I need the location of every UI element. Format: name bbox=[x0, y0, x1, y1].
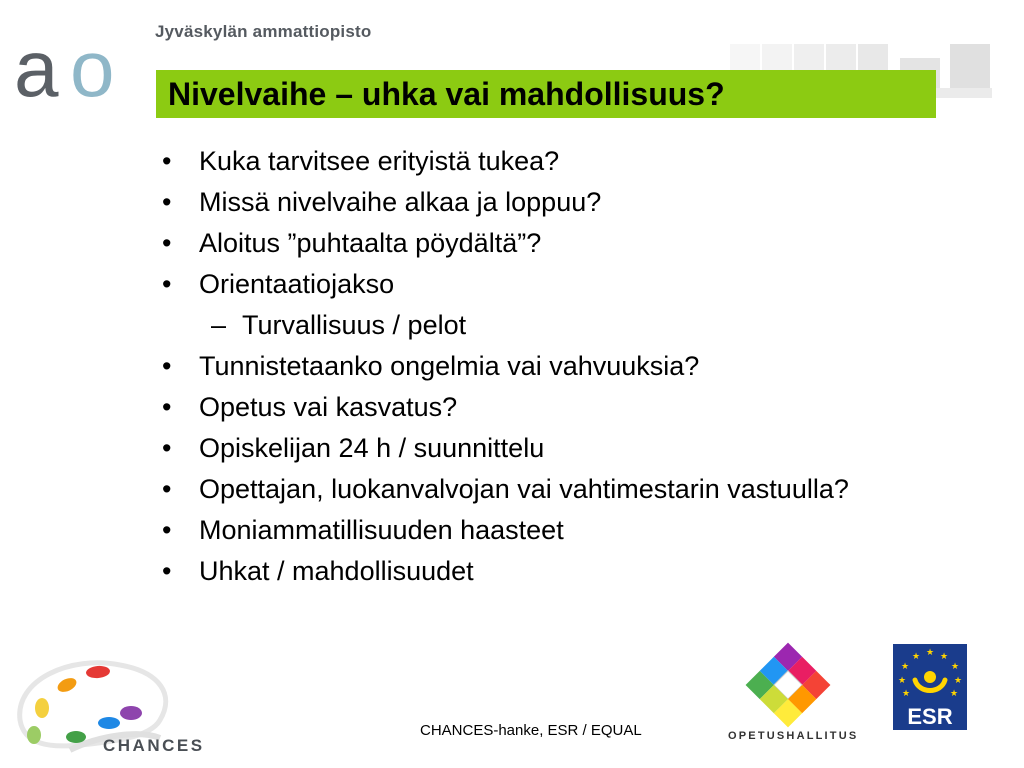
sub-bullet-marker: – bbox=[211, 310, 227, 340]
sub-bullet-item bbox=[158, 309, 878, 341]
bullet-marker: • bbox=[162, 269, 172, 299]
bullet-marker: • bbox=[162, 228, 172, 258]
bullet-marker: • bbox=[162, 556, 172, 586]
svg-text:★: ★ bbox=[939, 652, 949, 662]
logo-letter-o: o bbox=[70, 30, 115, 105]
ao-logo bbox=[14, 30, 134, 105]
bullet-item bbox=[158, 432, 878, 464]
opetushallitus-logo bbox=[728, 640, 848, 730]
footer-caption: CHANCES-hanke, ESR / EQUAL bbox=[420, 722, 642, 739]
bullet-text: Opiskelijan 24 h / suunnittelu bbox=[199, 433, 545, 463]
bullet-text: Aloitus ”puhtaalta pöydältä”? bbox=[199, 228, 542, 258]
logo-letter-a: a bbox=[14, 30, 59, 105]
bullet-marker: • bbox=[162, 474, 172, 504]
bullet-item bbox=[158, 555, 878, 587]
esr-label: ESR bbox=[907, 704, 953, 729]
svg-text:★: ★ bbox=[911, 652, 921, 662]
bullet-marker: • bbox=[162, 351, 172, 381]
bullet-text: Missä nivelvaihe alkaa ja loppuu? bbox=[199, 187, 602, 217]
bullet-marker: • bbox=[162, 187, 172, 217]
svg-text:★: ★ bbox=[900, 662, 910, 672]
bullet-item bbox=[158, 227, 878, 259]
bullet-item bbox=[158, 391, 878, 423]
bullet-item bbox=[158, 268, 878, 300]
opetushallitus-label: OPETUSHALLITUS bbox=[728, 730, 859, 742]
bullet-marker: • bbox=[162, 146, 172, 176]
svg-text:★: ★ bbox=[901, 689, 911, 699]
slide-title: Nivelvaihe – uhka vai mahdollisuus? bbox=[168, 76, 725, 112]
bullet-list bbox=[158, 145, 878, 596]
svg-text:★: ★ bbox=[950, 662, 960, 672]
bullet-item bbox=[158, 514, 878, 546]
bullet-item bbox=[158, 350, 878, 382]
bullet-item bbox=[158, 145, 878, 177]
bullet-text: Opetus vai kasvatus? bbox=[199, 392, 458, 422]
esr-logo bbox=[893, 644, 967, 730]
bullet-text: Tunnistetaanko ongelmia vai vahvuuksia? bbox=[199, 351, 700, 381]
bullet-marker: • bbox=[162, 515, 172, 545]
chances-label: CHANCES bbox=[103, 736, 205, 755]
org-name: Jyväskylän ammattiopisto bbox=[155, 22, 372, 41]
bullet-marker: • bbox=[162, 433, 172, 463]
bullet-text: Opettajan, luokanvalvojan vai vahtimestarin vastuulla? bbox=[199, 474, 849, 504]
bullet-item bbox=[158, 473, 878, 505]
svg-text:★: ★ bbox=[897, 676, 907, 686]
svg-text:★: ★ bbox=[925, 648, 935, 658]
bullet-text: Turvallisuus / pelot bbox=[242, 310, 467, 340]
bullet-text: Kuka tarvitsee erityistä tukea? bbox=[199, 146, 560, 176]
svg-text:★: ★ bbox=[953, 676, 963, 686]
bullet-text: Orientaatiojakso bbox=[199, 269, 395, 299]
bullet-text: Moniammatillisuuden haasteet bbox=[199, 515, 564, 545]
bullet-item bbox=[158, 186, 878, 218]
bullet-marker: • bbox=[162, 392, 172, 422]
bullet-text: Uhkat / mahdollisuudet bbox=[199, 556, 474, 586]
svg-text:★: ★ bbox=[949, 689, 959, 699]
